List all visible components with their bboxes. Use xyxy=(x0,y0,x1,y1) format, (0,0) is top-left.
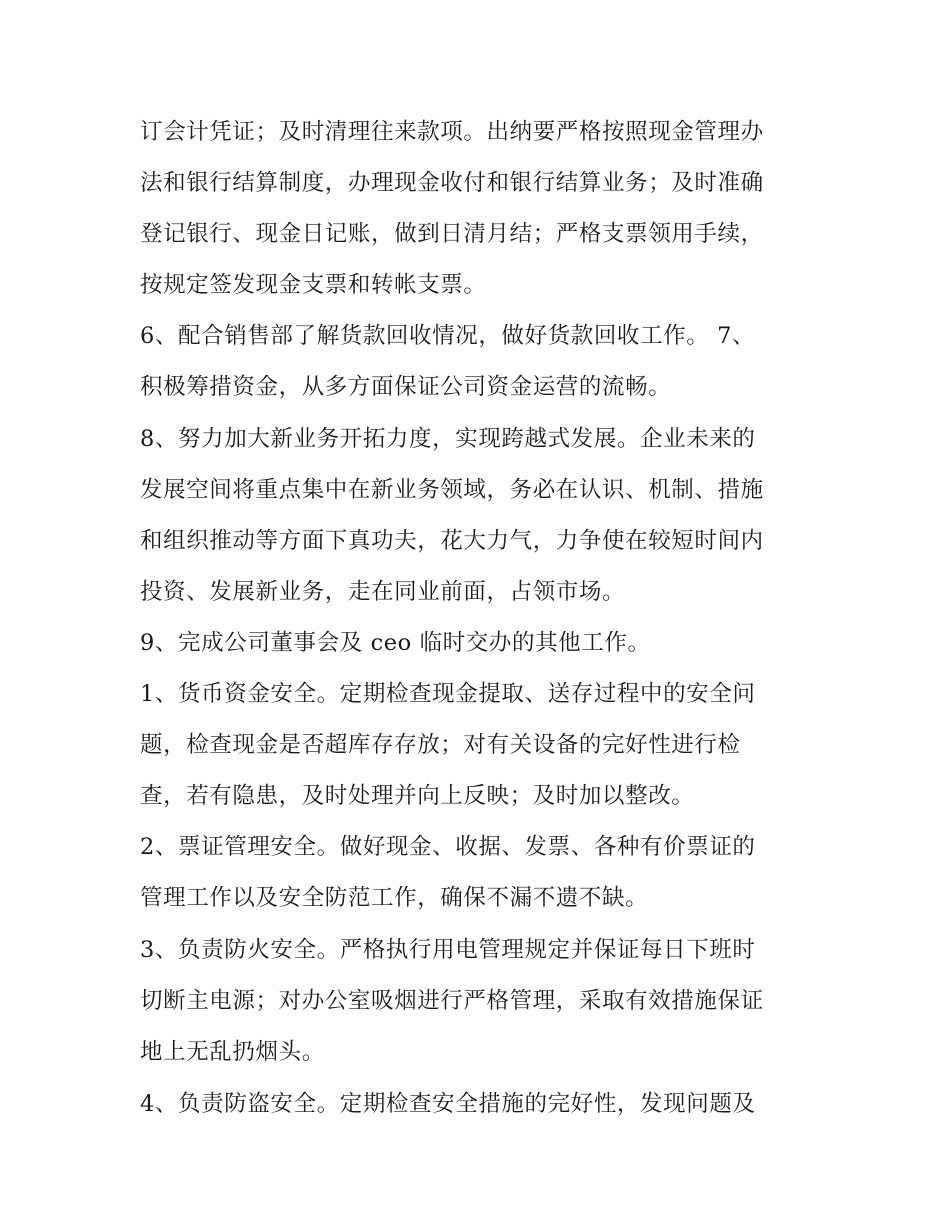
text-line: 地上无乱扔烟头。 xyxy=(140,1038,325,1065)
text-line: 查，若有隐患，及时处理并向上反映；及时加以整改。 xyxy=(140,783,695,810)
text-line: 3、负责防火安全。严格执行用电管理规定并保证每日下班时 xyxy=(140,936,756,963)
text-line: 题，检查现金是否超库存存放；对有关设备的完好性进行检 xyxy=(140,732,741,759)
text-line: 管理工作以及安全防范工作，确保不漏不遗不缺。 xyxy=(140,885,649,912)
text-line: 8、努力加大新业务开拓力度，实现跨越式发展。企业未来的 xyxy=(140,425,756,452)
text-line: 2、票证管理安全。做好现金、收据、发票、各种有价票证的 xyxy=(140,834,756,861)
text-line: 4、负责防盗安全。定期检查安全措施的完好性，发现问题及 xyxy=(140,1090,756,1117)
text-line: 9、完成公司董事会及 ceo 临时交办的其他工作。 xyxy=(140,629,651,656)
text-line: 法和银行结算制度，办理现金收付和银行结算业务；及时准确 xyxy=(140,170,764,197)
text-line: 登记银行、现金日记账，做到日清月结；严格支票领用手续， xyxy=(140,221,764,248)
document-body xyxy=(140,107,820,1130)
text-line: 投资、发展新业务，走在同业前面，占领市场。 xyxy=(140,578,626,605)
text-line: 发展空间将重点集中在新业务领域，务必在认识、机制、措施 xyxy=(140,476,764,503)
text-line: 6、配合销售部了解货款回收情况，做好货款回收工作。 7、 xyxy=(140,323,756,350)
text-line: 订会计凭证；及时清理往来款项。出纳要严格按照现金管理办 xyxy=(140,119,764,145)
text-line: 切断主电源；对办公室吸烟进行严格管理，采取有效措施保证 xyxy=(140,987,764,1014)
text-line: 按规定签发现金支票和转帐支票。 xyxy=(140,272,487,299)
text-line: 和组织推动等方面下真功夫，花大力气，力争使在较短时间内 xyxy=(140,527,764,554)
text-line: 积极筹措资金，从多方面保证公司资金运营的流畅。 xyxy=(140,374,672,401)
text-line: 1、货币资金安全。定期检查现金提取、送存过程中的安全问 xyxy=(140,681,756,708)
